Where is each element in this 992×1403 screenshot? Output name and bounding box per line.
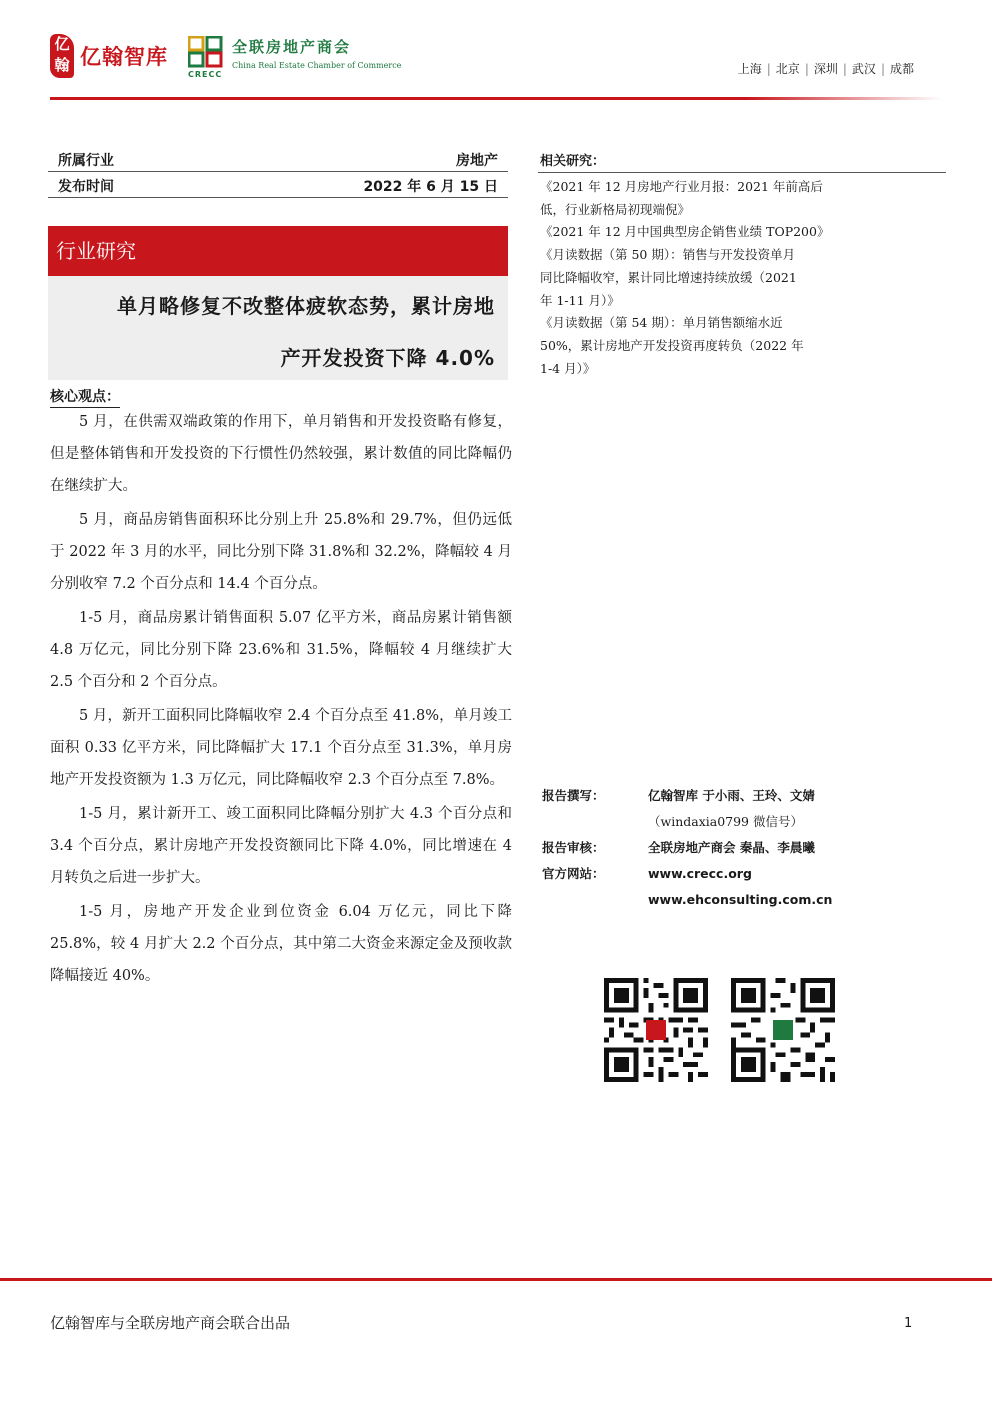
crecc-name-en: China Real Estate Chamber of Commerce bbox=[232, 61, 402, 70]
footer-rule bbox=[0, 1278, 992, 1281]
page-number: 1 bbox=[904, 1316, 913, 1331]
author-label: 报告撰写： bbox=[542, 788, 605, 803]
paragraph: 1-5 月，房地产开发企业到位资金 6.04 万亿元，同比下降 25.8%，较 4 月扩大 2.2 个百分点，其中第二大资金来源定金及预收款降幅接近 40%。 bbox=[50, 904, 512, 984]
paragraph: 5 月，商品房销售面积环比分别上升 25.8%和 29.7%，但仍远低于 2022 年 3 月的水平，同比分别下降 31.8%和 32.2%，降幅较 4 月分别收窄 7.2 个百分点和 14.4 个百分点。 bbox=[50, 512, 512, 592]
yihan-logo-name: 亿翰智库 bbox=[80, 45, 168, 69]
related-line: 《月读数据（第 54 期）：单月销售额缩水近 bbox=[540, 315, 783, 331]
paragraph: 5 月，在供需双端政策的作用下，单月销售和开发投资略有修复，但是整体销售和开发投资的下行惯性仍然较强，累计数值的同比降幅仍在继续扩大。 bbox=[50, 414, 512, 494]
site-link-2[interactable]: www.ehconsulting.com.cn bbox=[648, 891, 833, 907]
city: 北京 bbox=[775, 62, 800, 76]
date-row bbox=[48, 174, 508, 198]
review-label: 报告审核： bbox=[542, 840, 605, 855]
yihan-logo bbox=[50, 34, 168, 78]
related-rule bbox=[538, 172, 946, 173]
industry-label: 所属行业 bbox=[58, 152, 114, 169]
related-line: 年 1-11 月）》 bbox=[540, 292, 620, 308]
yihan-logo-mark: 亿翰 bbox=[50, 34, 74, 78]
headline-line-1: 单月略修复不改整体疲软态势，累计房地 bbox=[117, 294, 495, 318]
body-text bbox=[50, 406, 512, 994]
site-link-1[interactable]: www.crecc.org bbox=[648, 865, 752, 881]
author-value: 亿翰智库 于小雨、王玲、文婧 bbox=[648, 788, 815, 803]
city: 深圳 bbox=[813, 62, 838, 76]
paragraph: 1-5 月，累计新开工、竣工面积同比降幅分别扩大 4.3 个百分点和 3.4 个百分点，累计房地产开发投资额同比下降 4.0%，同比增速在 4 月转负之后进一步扩大。 bbox=[50, 806, 512, 886]
section-title: 行业研究 bbox=[48, 226, 508, 276]
wechat-id: （windaxia0799 微信号） bbox=[648, 814, 803, 829]
date-value: 2022 年 6 月 15 日 bbox=[363, 178, 498, 195]
related-line: 1-4 月）》 bbox=[540, 360, 596, 376]
city: 武汉 bbox=[851, 62, 876, 76]
related-line: 《2021 年 12 月中国典型房企销售业绩 TOP200》 bbox=[540, 224, 830, 240]
city: 成都 bbox=[889, 62, 914, 76]
header-rule bbox=[50, 97, 942, 100]
related-line: 同比降幅收窄，累计同比增速持续放缓（2021 bbox=[540, 269, 797, 285]
qr-code-crecc bbox=[731, 978, 835, 1082]
related-line: 《月读数据（第 50 期）：销售与开发投资单月 bbox=[540, 247, 796, 263]
qr-code-yihan bbox=[604, 978, 708, 1082]
credits bbox=[542, 782, 902, 912]
related-line: 低，行业新格局初现端倪》 bbox=[540, 201, 691, 217]
related-research-list bbox=[540, 176, 860, 380]
crecc-name-cn: 全联房地产商会 bbox=[232, 38, 352, 56]
review-value: 全联房地产商会 秦晶、李晨曦 bbox=[648, 840, 815, 855]
city: 上海 bbox=[737, 62, 762, 76]
related-research-label: 相关研究： bbox=[540, 154, 606, 169]
paragraph: 5 月，新开工面积同比降幅收窄 2.4 个百分点至 41.8%，单月竣工面积 0.33 亿平方米，同比降幅扩大 17.1 个百分点至 31.3%，单月房地产开发投资额为 1.3 万亿元，同比降幅收窄 2.3 个百分点至 7.8%。 bbox=[50, 708, 512, 788]
footer-publisher: 亿翰智库与全联房地产商会联合出品 bbox=[50, 1314, 291, 1332]
related-line: 《2021 年 12 月房地产行业月报：2021 年前高后 bbox=[540, 179, 823, 194]
industry-value: 房地产 bbox=[456, 152, 498, 169]
industry-row bbox=[48, 148, 508, 172]
office-cities: 上海 | 北京 | 深圳 | 武汉 | 成都 bbox=[737, 62, 914, 76]
headline-line-2: 产开发投资下降 4.0% bbox=[280, 346, 495, 370]
crecc-abbr: CRECC bbox=[188, 70, 223, 79]
related-line: 50%，累计房地产开发投资再度转负（2022 年 bbox=[540, 337, 804, 353]
date-label: 发布时间 bbox=[58, 178, 114, 195]
site-label: 官方网站： bbox=[542, 866, 605, 881]
crecc-logo-mark bbox=[188, 36, 224, 79]
core-points-label: 核心观点： bbox=[50, 386, 120, 408]
paragraph: 1-5 月，商品房累计销售面积 5.07 亿平方米，商品房累计销售额 4.8 万亿元，同比分别下降 23.6%和 31.5%，降幅较 4 月继续扩大 2.5 个百分和 2 个百分点。 bbox=[50, 610, 512, 690]
crecc-logo bbox=[188, 36, 402, 79]
